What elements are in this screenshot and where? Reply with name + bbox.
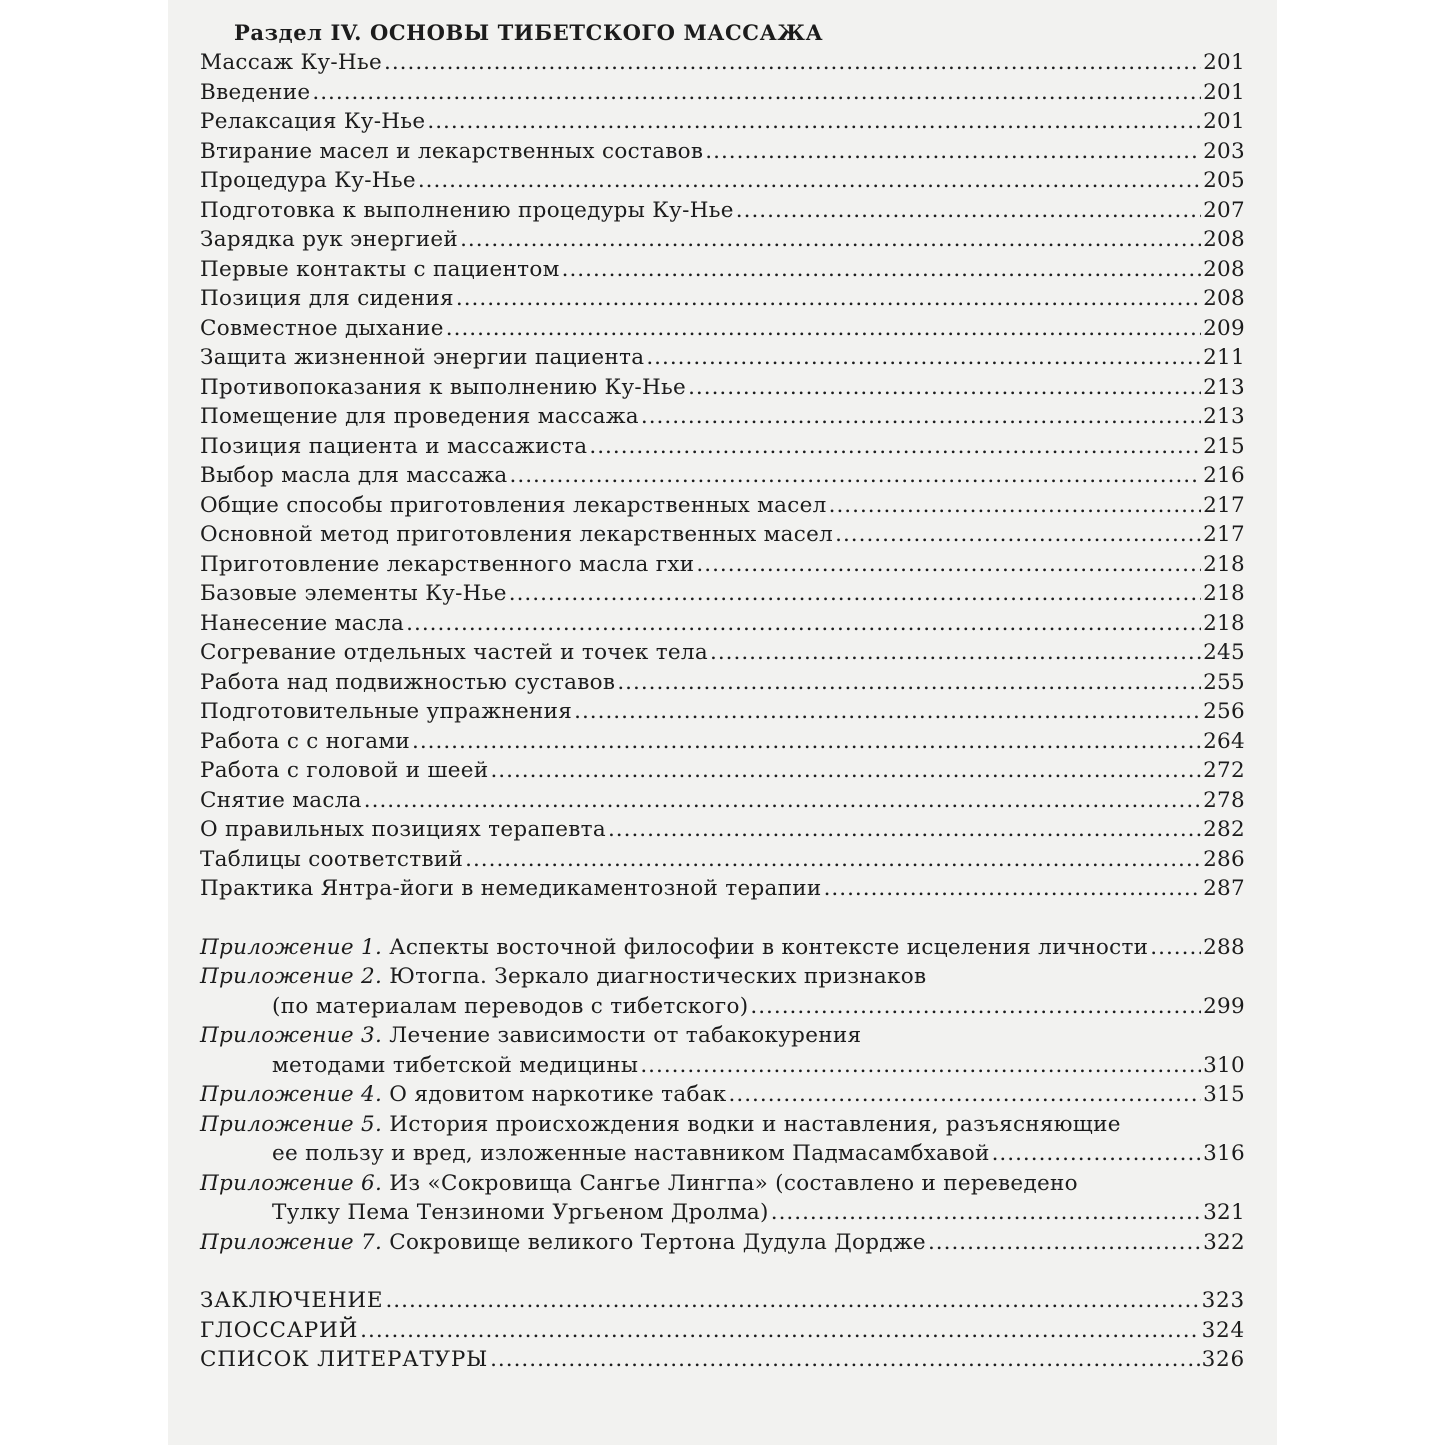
entry-title: Работа с головой и шеей bbox=[200, 758, 489, 783]
entry-page: 217 bbox=[1203, 492, 1245, 518]
entry-page: 256 bbox=[1203, 699, 1245, 724]
appendix-entry-first-line bbox=[200, 1110, 1245, 1140]
appendix-label: Приложение 6. bbox=[200, 1170, 383, 1196]
toc-entry bbox=[200, 225, 1245, 255]
appendix-text: Ютогпа. Зеркало диагностических признаков bbox=[389, 964, 927, 989]
appendix-label: Приложение 1. bbox=[200, 934, 383, 960]
toc-entry bbox=[200, 196, 1245, 226]
appendix-entry-second-line bbox=[200, 1139, 1245, 1169]
entry-title: Релаксация Ку-Нье bbox=[200, 109, 426, 134]
appendix-title bbox=[200, 1228, 926, 1258]
leader-dots bbox=[574, 697, 1201, 727]
leader-dots bbox=[384, 48, 1201, 78]
appendix-entry-second-line bbox=[200, 992, 1245, 1022]
leader-dots bbox=[385, 1286, 1199, 1316]
toc-entry bbox=[200, 845, 1245, 875]
entry-page: 216 bbox=[1203, 463, 1245, 488]
entry-title: Подготовительные упражнения bbox=[200, 699, 573, 724]
appendix-text: Тулку Пема Тензиноми Ургьеном Дролма) bbox=[272, 1200, 769, 1225]
entry-page: 218 bbox=[1203, 551, 1245, 577]
appendix-label: Приложение 5. bbox=[200, 1111, 383, 1137]
leader-dots bbox=[710, 638, 1201, 668]
back-matter-list bbox=[200, 1286, 1245, 1375]
entry-page: 245 bbox=[1203, 640, 1245, 665]
entry-page: 286 bbox=[1203, 846, 1245, 872]
appendix-entry-first-line bbox=[200, 1021, 1245, 1051]
appendix-text: История происхождения водки и наставления, разъясняющие bbox=[389, 1111, 1121, 1137]
entry-page: 264 bbox=[1203, 728, 1245, 754]
appendix-page: 321 bbox=[1203, 1200, 1245, 1225]
leader-dots bbox=[608, 815, 1201, 845]
entry-page: 201 bbox=[1203, 50, 1245, 75]
toc-entry bbox=[200, 550, 1245, 580]
back-matter-page: 324 bbox=[1201, 1317, 1245, 1343]
spacer bbox=[200, 1257, 1245, 1286]
leader-dots bbox=[646, 343, 1201, 373]
appendices-list bbox=[200, 933, 1245, 1258]
back-matter-entry bbox=[200, 1286, 1245, 1316]
leader-dots bbox=[360, 1316, 1199, 1346]
entry-page: 208 bbox=[1203, 256, 1245, 282]
entry-title: Процедура Ку-Нье bbox=[200, 168, 416, 193]
leader-dots bbox=[829, 491, 1201, 521]
appendix-page: 310 bbox=[1203, 1052, 1245, 1078]
appendix-page: 322 bbox=[1203, 1229, 1245, 1255]
toc-entry bbox=[200, 609, 1245, 639]
toc-entry bbox=[200, 78, 1245, 108]
toc-entry bbox=[200, 756, 1245, 786]
entry-page: 272 bbox=[1203, 758, 1245, 783]
entry-title: Позиция пациента и массажиста bbox=[200, 433, 588, 459]
toc-entry bbox=[200, 697, 1245, 727]
book-page bbox=[168, 0, 1277, 1445]
entry-title: Зарядка рук энергией bbox=[200, 227, 459, 252]
entry-title: Совместное дыхание bbox=[200, 315, 444, 341]
entry-title: Работа с с ногами bbox=[200, 728, 410, 754]
entry-page: 201 bbox=[1203, 79, 1245, 105]
entry-page: 218 bbox=[1203, 610, 1245, 636]
appendix-text: ее пользу и вред, изложенные наставником Падмасамбхавой bbox=[272, 1141, 990, 1166]
entry-page: 201 bbox=[1203, 109, 1245, 134]
toc-entry bbox=[200, 402, 1245, 432]
entry-page: 208 bbox=[1203, 286, 1245, 311]
entry-page: 208 bbox=[1203, 227, 1245, 252]
leader-dots bbox=[456, 284, 1201, 314]
back-matter-title: СПИСОК ЛИТЕРАТУРЫ bbox=[200, 1347, 489, 1372]
toc-entry bbox=[200, 166, 1245, 196]
entry-page: 209 bbox=[1203, 315, 1245, 341]
toc-entry bbox=[200, 48, 1245, 78]
entry-title: Приготовление лекарственного масла гхи bbox=[200, 551, 695, 577]
entry-page: 205 bbox=[1203, 168, 1245, 193]
entry-title: Практика Янтра-йоги в немедикаментозной терапии bbox=[200, 876, 822, 901]
entry-title: О правильных позициях терапевта bbox=[200, 817, 606, 842]
appendix-entry-second-line bbox=[200, 1198, 1245, 1228]
leader-dots bbox=[460, 225, 1201, 255]
appendix-text: Аспекты восточной философии в контексте исцеления личности bbox=[389, 934, 1149, 960]
leader-dots bbox=[509, 579, 1201, 609]
leader-dots bbox=[729, 1080, 1202, 1110]
appendix-text: (по материалам переводов с тибетского) bbox=[272, 993, 749, 1019]
entry-title: Помещение для проведения массажа bbox=[200, 404, 639, 429]
appendix-entry-first-line bbox=[200, 962, 1245, 992]
appendix-page: 299 bbox=[1203, 993, 1245, 1019]
back-matter-entry bbox=[200, 1316, 1245, 1346]
table-of-contents bbox=[200, 18, 1245, 1375]
appendix-title bbox=[200, 1080, 727, 1110]
toc-entry bbox=[200, 314, 1245, 344]
appendix-page: 316 bbox=[1203, 1141, 1245, 1166]
entry-page: 213 bbox=[1203, 404, 1245, 429]
back-matter-title: ГЛОССАРИЙ bbox=[200, 1317, 359, 1343]
section-heading: Раздел IV. ОСНОВЫ ТИБЕТСКОГО МАССАЖА bbox=[234, 20, 824, 45]
appendix-text: О ядовитом наркотике табак bbox=[389, 1082, 727, 1107]
entry-title: Выбор масла для массажа bbox=[200, 463, 508, 488]
entry-title: Первые контакты с пациентом bbox=[200, 256, 560, 282]
leader-dots bbox=[510, 461, 1202, 491]
toc-entry bbox=[200, 432, 1245, 462]
back-matter-entry bbox=[200, 1345, 1245, 1375]
toc-entry bbox=[200, 255, 1245, 285]
entry-page: 207 bbox=[1203, 197, 1245, 223]
entry-title: Основной метод приготовления лекарственных масел bbox=[200, 522, 834, 547]
leader-dots bbox=[418, 166, 1201, 196]
leader-dots bbox=[490, 756, 1201, 786]
appendix-label: Приложение 7. bbox=[200, 1229, 383, 1255]
toc-entry bbox=[200, 579, 1245, 609]
toc-entry bbox=[200, 373, 1245, 403]
toc-entry bbox=[200, 668, 1245, 698]
entry-page: 215 bbox=[1203, 433, 1245, 459]
entry-page: 255 bbox=[1203, 669, 1245, 695]
entry-page: 218 bbox=[1203, 581, 1245, 606]
entry-title: Подготовка к выполнению процедуры Ку-Нье bbox=[200, 197, 734, 223]
appendix-entry bbox=[200, 1080, 1245, 1110]
toc-entry bbox=[200, 638, 1245, 668]
appendix-entry-first-line bbox=[200, 1169, 1245, 1199]
entry-title: Втирание масел и лекарственных составов bbox=[200, 138, 704, 164]
toc-entry bbox=[200, 461, 1245, 491]
leader-dots bbox=[696, 550, 1201, 580]
leader-dots bbox=[835, 520, 1201, 550]
toc-entry bbox=[200, 786, 1245, 816]
leader-dots bbox=[364, 786, 1201, 816]
leader-dots bbox=[992, 1139, 1201, 1169]
leader-dots bbox=[640, 1051, 1201, 1081]
toc-entry bbox=[200, 107, 1245, 137]
leader-dots bbox=[490, 1345, 1199, 1375]
toc-entry bbox=[200, 284, 1245, 314]
entry-title: Общие способы приготовления лекарственных масел bbox=[200, 492, 827, 518]
leader-dots bbox=[750, 992, 1201, 1022]
appendix-text: Лечение зависимости от табакокурения bbox=[389, 1023, 862, 1048]
leader-dots bbox=[641, 402, 1201, 432]
entry-title: Массаж Ку-Нье bbox=[200, 50, 382, 75]
entry-title: Согревание отдельных частей и точек тела bbox=[200, 640, 709, 665]
leader-dots bbox=[589, 432, 1201, 462]
appendix-text: Из «Сокровища Сангье Лингпа» (составлено и переведено bbox=[389, 1170, 1078, 1196]
toc-entry bbox=[200, 815, 1245, 845]
spacer bbox=[200, 904, 1245, 933]
entry-title: Введение bbox=[200, 79, 311, 105]
leader-dots bbox=[736, 196, 1201, 226]
entry-title: Защита жизненной энергии пациента bbox=[200, 345, 645, 370]
appendix-page: 288 bbox=[1203, 934, 1245, 960]
back-matter-title: ЗАКЛЮЧЕНИЕ bbox=[200, 1288, 384, 1313]
back-matter-page: 323 bbox=[1201, 1288, 1245, 1313]
entry-page: 282 bbox=[1203, 817, 1245, 842]
leader-dots bbox=[705, 137, 1201, 167]
toc-entry bbox=[200, 727, 1245, 757]
entry-title: Снятие масла bbox=[200, 787, 362, 813]
entry-title: Базовые элементы Ку-Нье bbox=[200, 581, 507, 606]
appendix-entry-second-line bbox=[200, 1051, 1245, 1081]
entry-page: 217 bbox=[1203, 522, 1245, 547]
entry-title: Работа над подвижностью суставов bbox=[200, 669, 616, 695]
leader-dots bbox=[824, 874, 1202, 904]
leader-dots bbox=[617, 668, 1201, 698]
back-matter-page: 326 bbox=[1201, 1347, 1245, 1372]
toc-entry bbox=[200, 343, 1245, 373]
appendix-text: Сокровище великого Тертона Дудула Дордже bbox=[389, 1229, 926, 1255]
appendix-label: Приложение 2. bbox=[200, 964, 383, 989]
appendix-label: Приложение 4. bbox=[200, 1082, 383, 1107]
entry-page: 213 bbox=[1203, 374, 1245, 400]
leader-dots bbox=[688, 373, 1201, 403]
appendix-title bbox=[200, 933, 1148, 963]
toc-entry bbox=[200, 874, 1245, 904]
entry-title: Противопоказания к выполнению Ку-Нье bbox=[200, 374, 687, 400]
entry-title: Нанесение масла bbox=[200, 610, 405, 636]
leader-dots bbox=[427, 107, 1201, 137]
entry-page: 278 bbox=[1203, 787, 1245, 813]
entry-page: 203 bbox=[1203, 138, 1245, 164]
entries-list bbox=[200, 48, 1245, 904]
entry-title: Позиция для сидения bbox=[200, 286, 454, 311]
entry-page: 211 bbox=[1203, 345, 1245, 370]
leader-dots bbox=[406, 609, 1201, 639]
toc-entry bbox=[200, 491, 1245, 521]
entry-title: Таблицы соответствий bbox=[200, 846, 464, 872]
leader-dots bbox=[465, 845, 1201, 875]
leader-dots bbox=[928, 1228, 1201, 1258]
leader-dots bbox=[412, 727, 1201, 757]
appendix-entry bbox=[200, 933, 1245, 963]
leader-dots bbox=[312, 78, 1201, 108]
appendix-text: методами тибетской медицины bbox=[272, 1052, 639, 1078]
leader-dots bbox=[562, 255, 1201, 285]
leader-dots bbox=[1150, 933, 1201, 963]
leader-dots bbox=[771, 1198, 1201, 1228]
appendix-page: 315 bbox=[1203, 1082, 1245, 1107]
toc-entry bbox=[200, 520, 1245, 550]
toc-entry bbox=[200, 137, 1245, 167]
appendix-label: Приложение 3. bbox=[200, 1023, 383, 1048]
appendix-entry bbox=[200, 1228, 1245, 1258]
leader-dots bbox=[446, 314, 1201, 344]
entry-page: 287 bbox=[1203, 876, 1245, 901]
